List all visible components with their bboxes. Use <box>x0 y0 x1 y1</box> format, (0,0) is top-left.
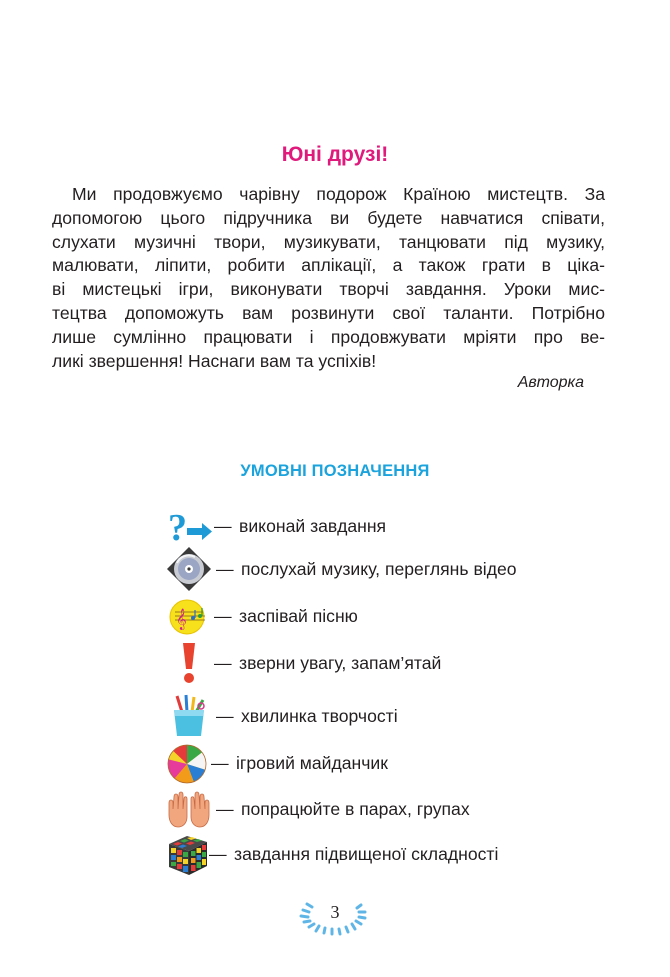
music-note-icon <box>165 594 213 638</box>
intro-line: ликі звершення! Наснаги вам та успіхів! <box>52 350 377 371</box>
legend-item-attention <box>165 641 635 685</box>
intro-line: малювати, ліпити, робити аплікації, а також грати в ціка- <box>52 255 605 276</box>
greeting-heading: Юні друзі! <box>281 143 389 166</box>
legend-item-creativity <box>165 694 635 738</box>
legend-label: ігровий майданчик <box>236 753 388 773</box>
intro-line: ві мистецькі ігри, виконувати творчі завдання. Уроки мис- <box>52 279 605 300</box>
legend-label: зверни увагу, запам’ятай <box>239 653 442 673</box>
legend-item-music-video <box>165 547 635 591</box>
intro-line: слухати музичні твори, музикувати, танцювати під музику, <box>52 231 605 252</box>
legend-dash: — <box>214 653 232 673</box>
legend-label: виконай завдання <box>239 516 387 536</box>
rubik-cube-icon <box>165 832 213 876</box>
intro-line: лише сумлінно працювати і продовжувати мріяти про ве- <box>52 326 605 347</box>
legend-dash: — <box>216 799 234 819</box>
legend-title: УМОВНІ ПОЗНАЧЕННЯ <box>240 462 430 480</box>
page-number-ornament <box>285 892 385 938</box>
question-arrow-icon <box>165 504 213 548</box>
svg-text:?: ? <box>168 507 187 548</box>
legend-item-advanced <box>165 832 635 876</box>
exclamation-icon <box>165 641 213 685</box>
legend-item-task <box>165 504 635 548</box>
author-signature: Авторка <box>517 374 584 391</box>
beach-ball-icon <box>165 741 213 785</box>
legend-dash: — <box>216 706 234 726</box>
legend-dash: — <box>214 516 232 536</box>
page-number: 3 <box>330 902 340 922</box>
legend-dash: — <box>211 753 229 773</box>
intro-line: тецтва допоможуть вам розвинути свої таланти. Потрібно <box>52 302 605 323</box>
legend-item-playground <box>165 741 635 785</box>
legend-dash: — <box>209 844 227 864</box>
legend-label: хвилинка творчості <box>241 706 398 726</box>
pencil-cup-icon <box>165 694 213 738</box>
legend-item-pairs <box>165 787 635 831</box>
legend-label: попрацюйте в парах, групах <box>241 799 470 819</box>
intro-line: Ми продовжуємо чарівну подорож Країною мистецтв. За <box>72 184 605 204</box>
hands-icon <box>165 787 213 831</box>
legend-label: послухай музику, переглянь відео <box>241 559 517 579</box>
intro-paragraph <box>52 183 605 373</box>
intro-line: допомогою цього підручника ви будете навчатися співати, <box>52 207 605 228</box>
cd-disc-icon <box>165 547 213 591</box>
legend-label: заспівай пісню <box>239 606 358 626</box>
legend-item-sing <box>165 594 635 638</box>
legend-dash: — <box>216 559 234 579</box>
legend-label: завдання підвищеної складності <box>234 844 499 864</box>
legend-dash: — <box>214 606 232 626</box>
svg-text:𝄞: 𝄞 <box>176 609 187 630</box>
